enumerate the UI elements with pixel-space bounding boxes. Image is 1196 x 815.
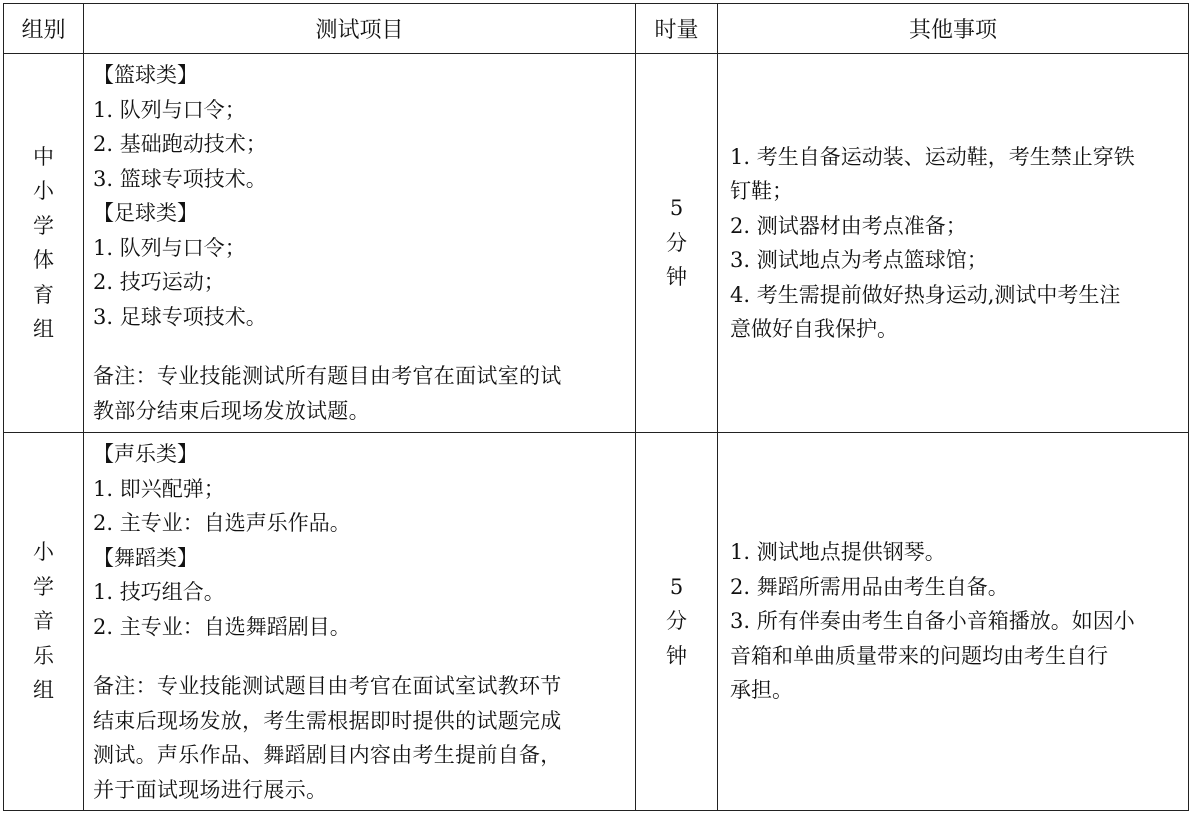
- item-line: 【足球类】: [93, 201, 198, 225]
- group-char: 乐: [33, 643, 54, 668]
- header-other: 其他事项: [718, 4, 1189, 54]
- item-line: 【篮球类】: [93, 63, 198, 87]
- group-char: 育: [33, 282, 54, 307]
- other-line: 2. 测试器材由考点准备；: [730, 213, 967, 238]
- group-char: 组: [33, 678, 54, 703]
- item-line: 1. 技巧组合。: [93, 580, 225, 604]
- item-line: 【舞蹈类】: [93, 545, 198, 570]
- item-line: 1. 队列与口令；: [93, 235, 246, 260]
- note-line: 结束后现场发放，考生需根据即时提供的试题完成: [93, 708, 562, 733]
- group-cell: [4, 433, 84, 811]
- item-line: 1. 即兴配弹；: [93, 476, 225, 501]
- other-line: 3. 测试地点为考点篮球馆；: [730, 248, 988, 272]
- table-row: [4, 54, 1189, 433]
- other-line: 承担。: [730, 678, 793, 703]
- other-line: 钉鞋；: [730, 179, 793, 203]
- group-char: 组: [33, 317, 54, 341]
- item-line: 2. 技巧运动；: [93, 270, 225, 294]
- group-char: 学: [33, 213, 54, 238]
- items-cell: [84, 433, 636, 811]
- time-char: 分: [666, 230, 687, 255]
- item-line: 1. 队列与口令；: [93, 97, 246, 122]
- item-line: 3. 篮球专项技术。: [93, 166, 267, 191]
- other-line: 4. 考生需提前做好热身运动,测试中考生注: [730, 282, 1121, 307]
- other-line: 音箱和单曲质量带来的问题均由考生自行: [730, 643, 1108, 668]
- item-line: 3. 足球专项技术。: [93, 304, 267, 329]
- item-line: 2. 主专业：自选舞蹈剧目。: [93, 614, 351, 639]
- items-cell: [84, 54, 636, 433]
- note-line: 教部分结束后现场发放试题。: [93, 398, 370, 423]
- time-value: 5: [669, 574, 684, 599]
- item-line: 【声乐类】: [93, 442, 198, 466]
- other-line: 1. 考生自备运动装、运动鞋，考生禁止穿铁: [730, 144, 1135, 169]
- group-char: 小: [33, 179, 54, 203]
- other-line: 意做好自我保护。: [730, 317, 898, 341]
- other-line: 3. 所有伴奏由考生自备小音箱播放。如因小: [730, 609, 1135, 634]
- time-char: 分: [666, 609, 687, 634]
- other-line: 2. 舞蹈所需用品由考生自备。: [730, 574, 1009, 599]
- item-line: 2. 主专业：自选声乐作品。: [93, 511, 351, 535]
- group-char: 音: [33, 609, 54, 634]
- header-items: 测试项目: [84, 4, 636, 54]
- group-char: 小: [33, 540, 54, 565]
- header-group: 组别: [4, 4, 84, 54]
- test-schedule-table: [3, 3, 1189, 811]
- other-line: 1. 测试地点提供钢琴。: [730, 540, 946, 565]
- other-cell: [718, 433, 1189, 811]
- other-cell: [718, 54, 1189, 433]
- time-cell: [636, 54, 718, 433]
- note-line: 并于面试现场进行展示。: [93, 777, 328, 802]
- time-char: 钟: [666, 265, 687, 290]
- group-char: 中: [33, 144, 54, 169]
- table-row: [4, 433, 1189, 811]
- header-time: 时量: [636, 4, 718, 54]
- note-line: 备注：专业技能测试题目由考官在面试室试教环节: [93, 674, 562, 698]
- time-cell: [636, 433, 718, 811]
- note-line: 备注：专业技能测试所有题目由考官在面试室的试: [93, 364, 562, 388]
- group-char: 学: [33, 574, 54, 599]
- group-char: 体: [33, 248, 54, 272]
- time-char: 钟: [666, 643, 687, 668]
- header-row: [4, 4, 1189, 54]
- time-value: 5: [669, 196, 684, 221]
- item-line: 2. 基础跑动技术；: [93, 132, 267, 156]
- note-line: 测试。声乐作品、舞蹈剧目内容由考生提前自备，: [93, 743, 562, 767]
- group-cell: [4, 54, 84, 433]
